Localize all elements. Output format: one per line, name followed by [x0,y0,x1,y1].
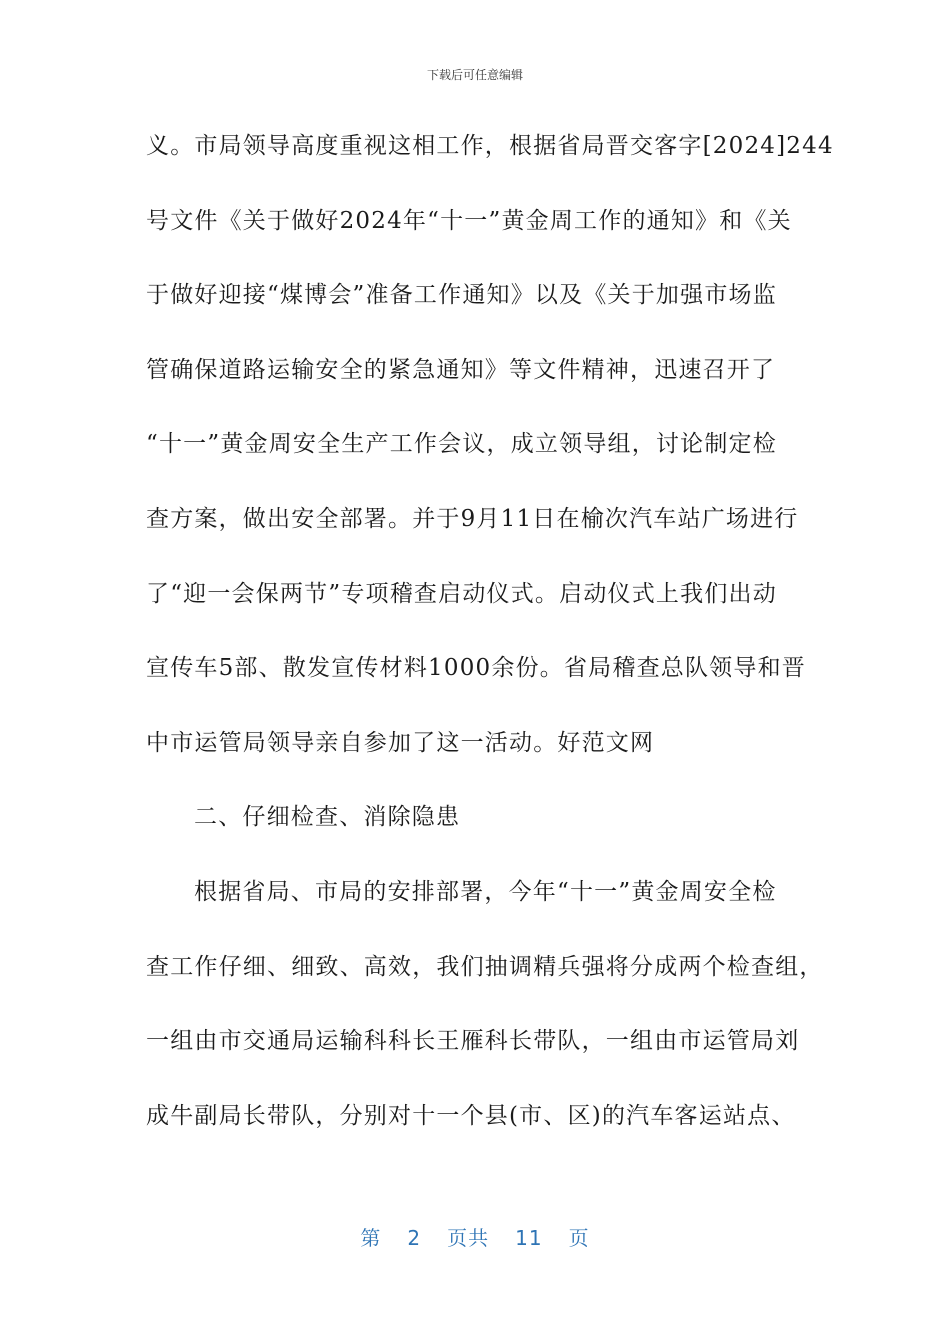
body-line-11: 根据省局、市局的安排部署，今年“十一”黄金周安全检 [194,878,777,905]
body-line-1: 义。市局领导高度重视这相工作，根据省局晋交客字[2024]244 [146,133,834,159]
header-note: 下载后可任意编辑 [426,68,523,82]
footer-end-label: 页 [568,1226,590,1250]
body-line-4: 管确保道路运输安全的紧急通知》等文件精神，迅速召开了 [146,356,776,383]
body-line-14: 成牛副局长带队，分别对十一个县(市、区)的汽车客运站点、 [146,1102,796,1129]
footer-total-pages: 11 [515,1226,543,1250]
body-line-7: 了“迎一会保两节”专项稽查启动仪式。启动仪式上我们出动 [146,580,777,607]
body-line-12: 查工作仔细、细致、高效，我们抽调精兵强将分成两个检查组， [146,953,824,980]
body-line-2: 号文件《关于做好2024年“十一”黄金周工作的通知》和《关 [146,207,792,234]
body-line-8: 宣传车5部、散发宣传材料1000余份。省局稽查总队领导和晋 [146,655,806,682]
footer-of-label: 页共 [447,1226,490,1250]
body-line-3: 于做好迎接“煤博会”准备工作通知》以及《关于加强市场监 [146,282,777,309]
document-body [146,119,834,1163]
body-line-6: 查方案，做出安全部署。并于9月11日在榆次汽车站广场进行 [146,505,799,532]
body-line-13: 一组由市交通局运输科科长王雁科长带队，一组由市运管局刘 [146,1028,800,1055]
body-line-5: “十一”黄金周安全生产工作会议，成立领导组，讨论制定检 [146,431,777,458]
section-heading: 二、仔细检查、消除隐患 [194,804,461,831]
body-line-9: 中市运管局领导亲自参加了这一活动。好范文网 [146,729,655,756]
page-footer [0,1222,950,1251]
footer-current-page: 2 [407,1226,422,1250]
footer-page-label: 第 [360,1226,382,1250]
